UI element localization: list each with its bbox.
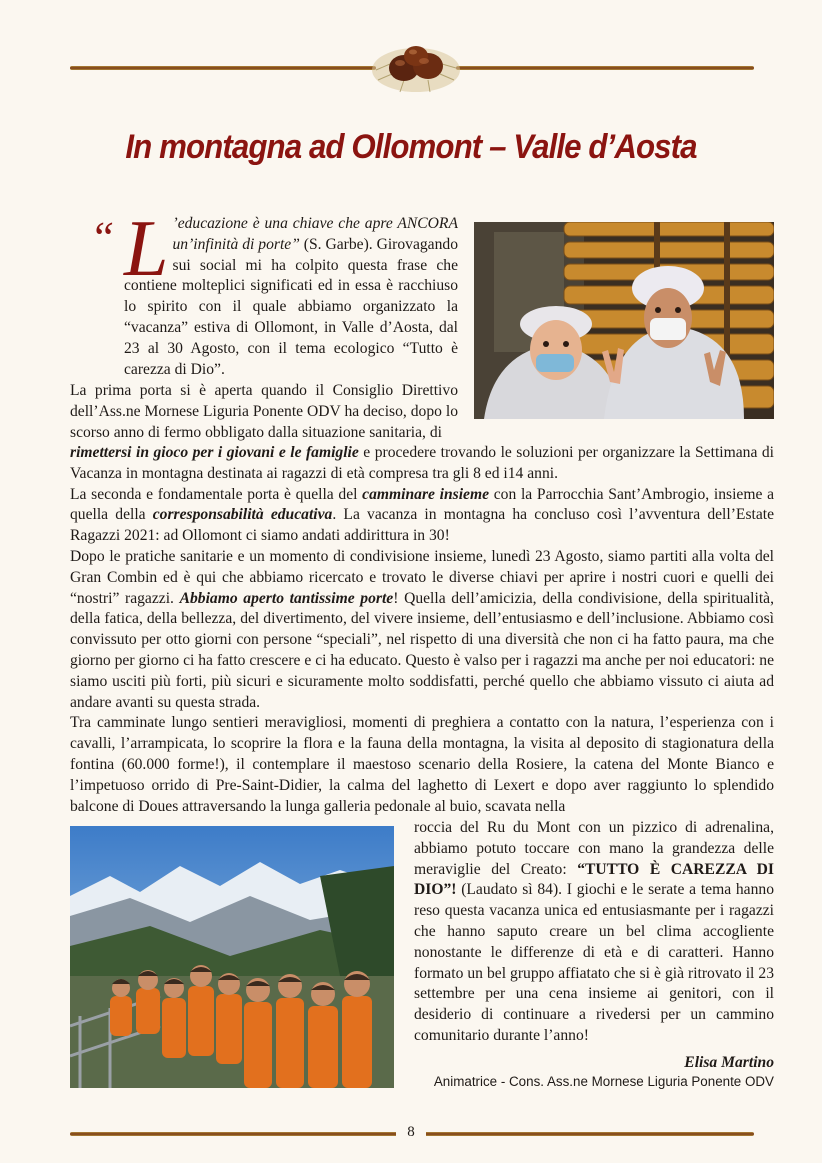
- article-continuation: [414, 818, 774, 1047]
- author-role: Animatrice - Cons. Ass.ne Mornese Liguria Ponente ODV: [433, 1074, 774, 1089]
- chestnut-icon: [370, 34, 462, 98]
- drop-cap: L: [124, 205, 169, 293]
- intro-quote: ’educazione è una chiave che apre ANCORA un’infinità di porte”: [172, 215, 458, 253]
- p3-start: La seconda e fondamentale porta è quella del: [70, 485, 363, 503]
- p4-end: ! Quella dell’amicizia, della condivisione, della spiritualità, della fatica, della bellezza, del divertimento, del vivere insieme, dell’entusiasmo e dell’inclusione. Abbiamo così convissuto per otto giorni con persone “speciali”, nel rispetto di una diversità che non ci ha fatto paura, ma che giorno per giorno ci ha fatto crescere e ci ha educato. Questo è valso per i ragazzi ma anche per noi educatori: ne siamo usciti più forti, più sicuri e sicuramente molto soddisfatti, perché quello che abbiamo vissuto ci aiuta ad andare avanti su questa strada.: [70, 589, 774, 711]
- photo-group-mountains: [70, 826, 394, 1088]
- intro-paragraph: (S. Garbe). Girovagando sui social mi ha colpito questa frase che contiene molteplici significati ed in essa è racchiuso lo spirito con il quale abbiamo organizzato la “vacanza” estiva di Ollomont, in Valle d’Aosta, dal 23 al 30 Agosto, con il tema ecologico “Tutto è carezza di Dio”.: [124, 235, 458, 378]
- author-name: Elisa Martino: [684, 1054, 774, 1071]
- p2-bold: rimettersi in gioco per i giovani e le famiglie: [70, 444, 359, 461]
- p5-cont-end: (Laudato sì 84). I giochi e le serate a tema hanno reso questa vacanza unica ed entusiasmante per i ragazzi che hanno saputo creare un bel clima accogliente nonostante le differenze di età e di caratteri. Hanno formato un bel gruppo affiatato che si è già ritrovato il 23 settembre per una cena insieme ai genitori, con il desiderio di continuare a rivedersi per un cammino comunitario durante l’anno!: [414, 881, 774, 1044]
- p5-cont-bold: “TUTTO È CAREZZA DI DIO”!: [414, 860, 774, 899]
- p3-bold-1: camminare insieme: [362, 485, 490, 503]
- paragraph-5: Tra camminate lungo sentieri meravigliosi, momenti di preghiera a contatto con la natura, l’esperienza con i cavalli, l’arrampicata, lo scoprire la flora e la fauna della montagna, la visita al deposito di stagionatura della fontina (60.000 forme!), il contemplare il maestoso scenario della Rosiere, la catena del Monte Bianco e l’impetuoso orrido di Pre-Saint-Didier, la calma del laghetto di Lexert e dopo aver raggiunto lo splendido balcone di Doues attraversando la lunga galleria pedonale al buio, scavata nella: [70, 714, 774, 815]
- group-mountains-image: [70, 826, 394, 1088]
- header-rule-left: [70, 66, 376, 70]
- p5-cont-start: roccia del Ru du Mont con un pizzico di adrenalina, abbiamo potuto toccare con mano la grandezza delle meraviglie del Creato:: [414, 819, 774, 878]
- article-intro: [90, 205, 458, 380]
- p4-start: Dopo le pratiche sanitarie e un momento di condivisione insieme, lunedì 23 Agosto, siamo partiti alla volta del Gran Combin ed è qui che abbiamo ricercato e trovato le diverse chiavi per aprire i nostri cuori e quelli dei “nostri” ragazzi.: [70, 547, 774, 607]
- p2-text-a: La prima porta si è aperta quando il Consiglio Direttivo dell’Ass.ne Mornese Liguria Ponente ODV ha deciso, dopo lo scorso anno di fermo obbligato dalla situazione sanitaria, di: [70, 382, 458, 441]
- p2-end: e procedere trovando le soluzioni per organizzare la Settimana di Vacanza in montagna destinata ai ragazzi di età compresa tra gli 8 ed i14 anni.: [70, 444, 774, 482]
- page-number: 8: [396, 1124, 426, 1141]
- article-body-wide: [70, 443, 774, 817]
- p3-mid: con la Parrocchia Sant’Ambrogio, insieme a quella della: [70, 485, 775, 524]
- opening-quote-mark: “: [90, 213, 115, 262]
- p4-bold: Abbiamo aperto tantissime porte: [179, 589, 394, 607]
- article-title: In montagna ad Ollomont – Valle d’Aosta: [125, 128, 697, 166]
- paragraph-2: [70, 381, 774, 443]
- signature-block: [434, 1054, 774, 1089]
- p3-bold-2: corresponsabilità educativa: [152, 506, 333, 524]
- p3-end: . La vacanza in montagna ha concluso così l’avventura dell’Estate Ragazzi 2021: ad Ollomont ci siamo andati addirittura in 30!: [70, 506, 775, 545]
- header-rule-right: [456, 66, 754, 70]
